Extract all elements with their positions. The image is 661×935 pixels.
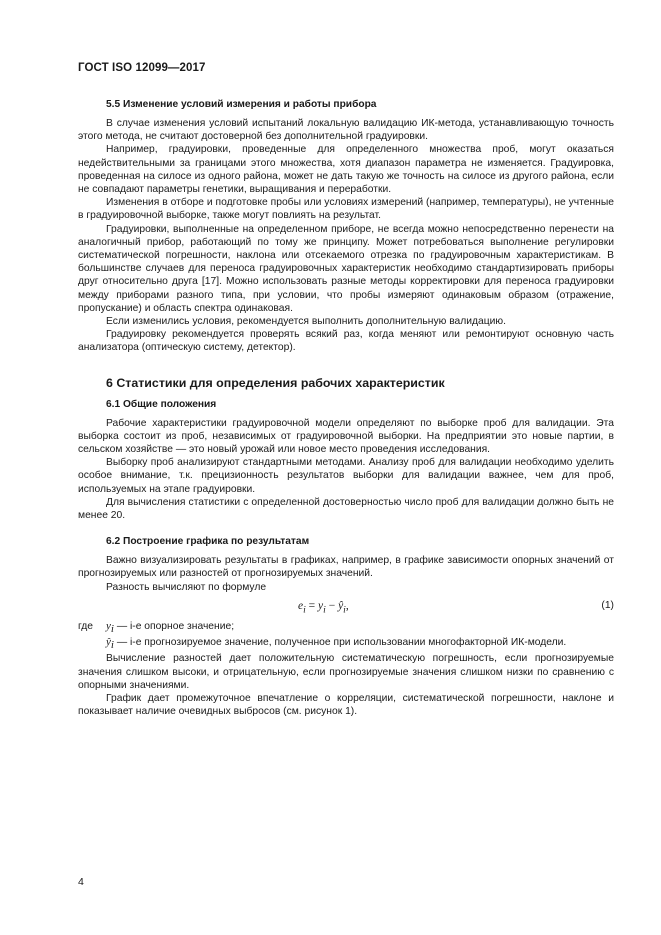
equation-number: (1) [601, 599, 614, 611]
page-body [78, 98, 614, 718]
where-line: где $y_i$ — i-е опорное значение; [78, 619, 235, 635]
page-number: 4 [78, 876, 84, 888]
section-6-1-title: 6.1 Общие положения [106, 398, 217, 410]
paragraph: Градуировку рекомендуется проверять всякий раз, когда меняют или ремонтируют основную часть анализатора (оптическую систему, детектор). [78, 329, 614, 354]
document-header: ГОСТ ISO 12099—2017 [78, 62, 206, 74]
section-6-title: 6 Статистики для определения рабочих характеристик [106, 375, 445, 390]
paragraph: Градуировки, выполненные на определенном приборе, не всегда можно непосредственно перенести на аналогичный прибор, работающий по тому же принципу. Может потребоваться выполнение регулировки систематической погрешности, наклона или отсекаемого отрезка по градуировочным характеристикам. В большинстве случаев для переноса градуировочных характеристик необходимо стандартизировать приборы друг относительно друга [17]. Можно использовать разные методы корректировки для переноса градуировки между приборами разного типа, при условии, что пробы измеряют одинаковым образом (отражение, пропускание) и область спектра одинаковая. [78, 223, 614, 314]
paragraph: График дает промежуточное впечатление о корреляции, систематической погрешности, наклоне и показывает наличие очевидных выбросов (см. рисунок 1). [78, 693, 614, 718]
formula-row [78, 600, 614, 616]
paragraph: Вычисление разностей дает положительную систематическую погрешность, если прогнозируемые значения слишком высоки, и отрицательную, если прогнозируемые значения слишком низки по сравнению с опорными значениями. [78, 653, 614, 691]
paragraph: Если изменились условия, рекомендуется выполнить дополнительную валидацию. [106, 316, 507, 328]
formula: $e_i = y_i$ − $ŷ_i$, [298, 599, 349, 616]
section-6-2-title: 6.2 Построение графика по результатам [106, 536, 310, 548]
paragraph: Например, градуировки, проведенные для определенного множества проб, могут оказаться недействительными за границами этого множества, хотя диапазон параметра не изменяется. Градуировка, проведенная на силосе из одного района, может не дать такую же точность на силосе из другого района, если не совпадают параметры генетики, выращивания и переработки. [78, 144, 614, 196]
where-line: $ŷ_i$ — i-е прогнозируемое значение, полученное при использовании многофакторной ИК-модели. [106, 636, 567, 652]
paragraph: Разность вычисляют по формуле [106, 581, 267, 593]
paragraph: Изменения в отборе и подготовке пробы или условиях измерений (например, температуры), не учтенные в градуировочной выборке, также могут повлиять на результат. [78, 197, 614, 222]
paragraph: В случае изменения условий испытаний локальную валидацию ИК-метода, устанавливающую точность этого метода, не считают достоверной без дополнительной градуировки. [78, 118, 614, 143]
paragraph: Для вычисления статистики с определенной достоверностью число проб для валидации должно быть не менее 20. [78, 496, 614, 522]
paragraph: Выборку проб анализируют стандартными методами. Анализу проб для валидации необходимо уделить особое внимание, т.к. прецизионность результатов выборки для валидации важнее, чем для проб, используемых на этапе градуировки. [78, 457, 614, 495]
paragraph: Важно визуализировать результаты в графиках, например, в графике зависимости опорных значений от прогнозируемых или разностей от прогнозируемых значений. [78, 555, 614, 580]
section-5-5-title: 5.5 Изменение условий измерения и работы прибора [106, 99, 377, 110]
paragraph: Рабочие характеристики градуировочной модели определяют по выборке проб для валидации. Эта выборка состоит из проб, независимых от градуировочной выборки. На предприятии это новые партии, в сельском хозяйстве — это новый урожай или новое место проведения исследования. [78, 417, 614, 456]
